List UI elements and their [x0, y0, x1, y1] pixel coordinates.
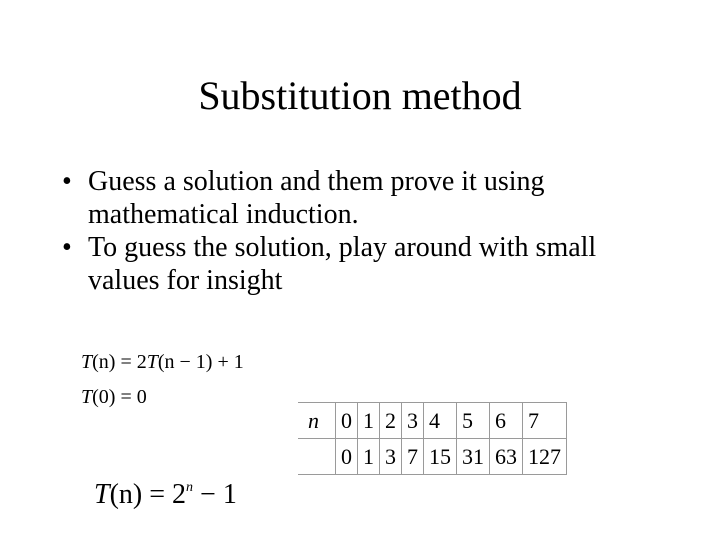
table-cell-t: 0: [336, 439, 358, 475]
slide-title: Substitution method: [198, 73, 522, 118]
table-cell-t: 3: [380, 439, 402, 475]
solution-equals: = 2: [142, 479, 187, 510]
recurrence-equation: [81, 350, 244, 374]
bullet-marker: •: [62, 232, 72, 263]
table-cell-t: 31: [457, 439, 490, 475]
table-cell-n: 5: [457, 403, 490, 439]
table-cell-n: 2: [380, 403, 402, 439]
table-cell-n: 7: [523, 403, 567, 439]
table-cell-t: 127: [523, 439, 567, 475]
solution-exponent: n: [186, 480, 194, 495]
table-cell-t: 63: [490, 439, 523, 475]
table-row-label-empty: [298, 439, 336, 475]
solution-function: T: [94, 479, 110, 510]
base-case-equation: [81, 385, 147, 409]
solution-argument: (n): [109, 479, 143, 510]
table-cell-t: 1: [358, 439, 380, 475]
table-row-label: n: [298, 403, 336, 439]
table-cell-n: 4: [424, 403, 457, 439]
recurrence-lhs-argument: (n): [92, 351, 116, 373]
recurrence-rhs-function: T: [146, 351, 158, 373]
recurrence-rhs-coefficient: = 2: [115, 351, 147, 373]
bullet-marker: •: [62, 166, 72, 197]
table-row-n: [298, 403, 567, 439]
table-cell-t: 15: [424, 439, 457, 475]
recurrence-rhs-tail: + 1: [212, 351, 244, 373]
recurrence-rhs-argument: (n − 1): [157, 351, 213, 373]
recurrence-lhs-function: T: [81, 351, 93, 373]
solution-tail: − 1: [193, 479, 237, 510]
bullet-text: To guess the solution, play around with small values for insight: [88, 232, 597, 296]
bullet-text: Guess a solution and them prove it using mathematical induction.: [88, 166, 545, 230]
table-row-t: [298, 439, 567, 475]
bullet-item: [62, 165, 662, 231]
base-case-function: T: [81, 386, 93, 408]
table-cell-n: 6: [490, 403, 523, 439]
values-table: [298, 402, 567, 475]
bullet-item: [62, 231, 662, 297]
table-cell-n: 3: [402, 403, 424, 439]
table-cell-t: 7: [402, 439, 424, 475]
solution-equation: [94, 471, 237, 512]
base-case-rest: (0) = 0: [92, 386, 147, 408]
table-cell-n: 0: [336, 403, 358, 439]
bullet-list: [62, 165, 662, 297]
table-cell-n: 1: [358, 403, 380, 439]
